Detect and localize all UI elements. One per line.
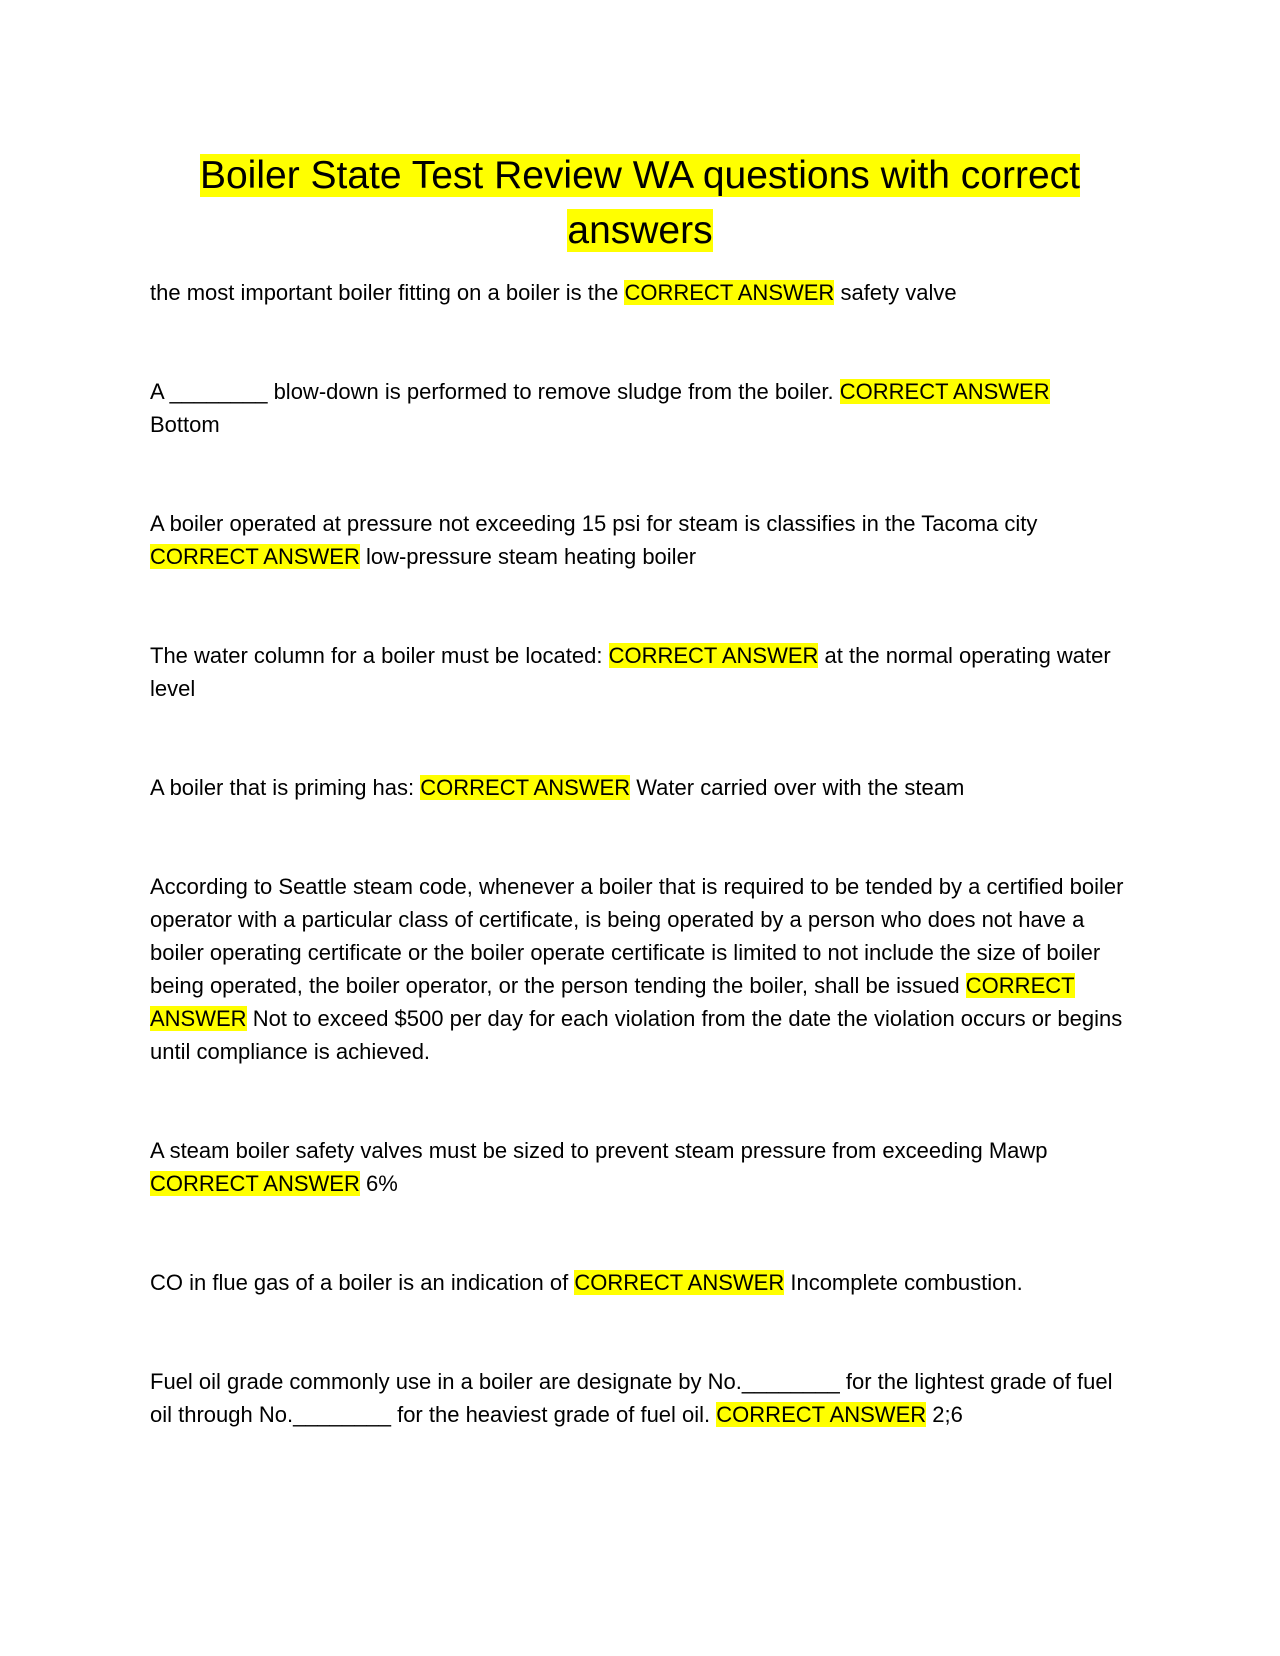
correct-answer-marker: CORRECT ANSWER (150, 973, 1075, 1031)
answer-text: Bottom (150, 412, 220, 437)
question-text: the most important boiler fitting on a boiler is the (150, 280, 619, 305)
qa-item-4 (150, 639, 1140, 705)
answer-text: 2;6 (932, 1402, 963, 1427)
answer-text: 6% (365, 1171, 398, 1196)
correct-answer-marker: CORRECT ANSWER (716, 1402, 927, 1427)
answer-text: at the normal operating water level (150, 643, 1111, 701)
correct-answer-marker: CORRECT ANSWER (420, 775, 631, 800)
question-text: A steam boiler safety valves must be sized to prevent steam pressure from exceeding Mawp (150, 1138, 1048, 1163)
answer-text: Incomplete combustion. (790, 1270, 1023, 1295)
qa-item-7 (150, 1134, 1140, 1200)
correct-answer-marker: CORRECT ANSWER (624, 280, 835, 305)
qa-item-9 (150, 1365, 1140, 1431)
question-text: According to Seattle steam code, whenever a boiler that is required to be tended by a certified boiler operator with a particular class of certificate, is being operated by a person who does not have a boiler operating certificate or the boiler operate certificate is limited to not include the size of boiler being operated, the boiler operator, or the person tending the boiler, shall be issued (150, 874, 1124, 998)
correct-answer-marker: CORRECT ANSWER (839, 379, 1050, 404)
document-title-text: Boiler State Test Review WA questions with correct answers (199, 154, 1081, 252)
document-title (150, 148, 1130, 258)
question-text: A ________ blow-down is performed to remove sludge from the boiler. (150, 379, 834, 404)
qa-list (150, 276, 1140, 1497)
qa-item-3 (150, 507, 1140, 573)
answer-text: safety valve (840, 280, 957, 305)
question-text: A boiler that is priming has: (150, 775, 415, 800)
qa-item-6 (150, 870, 1140, 1068)
correct-answer-marker: CORRECT ANSWER (574, 1270, 785, 1295)
question-text: CO in flue gas of a boiler is an indication of (150, 1270, 569, 1295)
qa-item-8 (150, 1266, 1140, 1299)
correct-answer-marker: CORRECT ANSWER (150, 1171, 360, 1196)
correct-answer-marker: CORRECT ANSWER (150, 544, 360, 569)
qa-item-1 (150, 276, 1140, 309)
answer-text: low-pressure steam heating boiler (365, 544, 697, 569)
question-text: The water column for a boiler must be located: (150, 643, 603, 668)
question-text: A boiler operated at pressure not exceeding 15 psi for steam is classifies in the Tacoma city (150, 511, 1038, 536)
question-text: Fuel oil grade commonly use in a boiler are designate by No.________ for the lightest grade of fuel oil through No.________ for the heaviest grade of fuel oil. (150, 1369, 1113, 1427)
answer-text: Water carried over with the steam (636, 775, 965, 800)
answer-text: Not to exceed $500 per day for each violation from the date the violation occurs or begins until compliance is achieved. (150, 1006, 1123, 1064)
correct-answer-marker: CORRECT ANSWER (608, 643, 819, 668)
qa-item-2 (150, 375, 1140, 441)
qa-item-5 (150, 771, 1140, 804)
